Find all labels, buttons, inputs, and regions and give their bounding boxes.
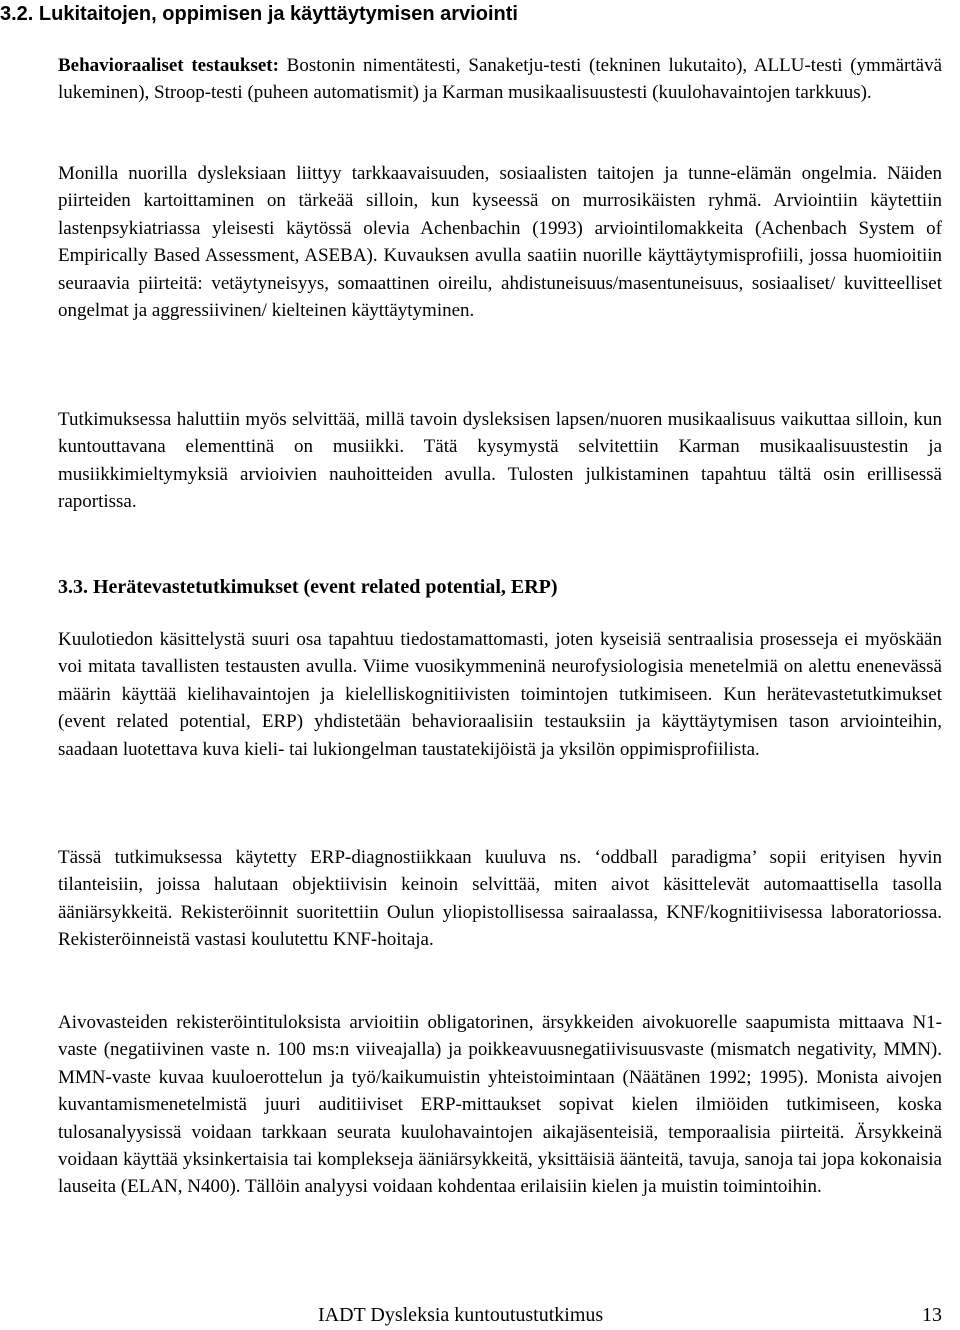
paragraph-musicality: Tutkimuksessa haluttiin myös selvittää, millä tavoin dysleksisen lapsen/nuoren musikaalisuus vaikuttaa silloin, kun kuntouttavana elementtinä on musiikki. Tätä kysymystä selvitettiin Karman musikaalisuustestin ja musiikkimieltymyksiä arvioivien nauhoitteiden avulla. Tulosten julkistaminen tapahtuu tältä osin erillisessä raportissa. [58,409,942,513]
behavioral-tests-label: Behavioraaliset testaukset: [58,55,279,76]
paragraph-oddball-paradigm: Tässä tutkimuksessa käytetty ERP-diagnostiikkaan kuuluva ns. ‘oddball paradigma’ sopii erityisen hyvin tilanteisiin, joissa halutaan objektiivisin keinoin selvittää, miten aivot käsittelevät automaattisella tasolla ääniärsykkeitä. Rekisteröinnit suoritettiin Oulun yliopistollisessa sairaalassa, KNF/kognitiivisessa laboratoriossa. Rekisteröinneistä vastasi koulutettu KNF-hoitaja. [58,847,942,951]
footer-title: IADT Dysleksia kuntoutustutkimus [318,1304,604,1326]
paragraph-erp-results: Aivovasteiden rekisteröintituloksista arvioitiin obligatorinen, ärsykkeiden aivokuorelle saapumista mittaava N1-vaste (negatiivinen vaste n. 100 ms:n viiveajalla) ja poikkeavuusnegatiivisuusvaste (mismatch negativity, MMN). MMN-vaste kuvaa kuuloerottelun ja työ/kaikumuistin yhteistoimintaan (Näätänen 1992; 1995). Monista aivojen kuvantamismenetelmistä juuri auditiiviset ERP-mittaukset sopivat kielen ilmiöiden tutkimiseen, koska tulosanalyysissä voidaan tarkkaan seurata kuulohavaintojen aikajäsenteisiä, temporaalisia piirteitä. Ärsykkeinä voidaan käyttää yksinkertaisia tai komplekseja ääniärsykkeitä, yksittäisiä äänteitä, tavuja, sanoja tai jopa kokonaisia lauseita (ELAN, N400). Tällöin analyysi voidaan kohdentaa erilaisiin kielen ja muistin toimintoihin. [58,1012,942,1198]
page-number: 13 [922,1304,942,1326]
paragraph-auditory-processing: Kuulotiedon käsittelystä suuri osa tapahtuu tiedostamattomasti, joten kyseisiä sentraalisia prosesseja ei myöskään voi mitata tavallisten testausten avulla. Viime vuosikymmeninä neurofysiologisia menetelmiä on alettu enenevässä määrin käyttää kielihavaintojen ja kielelliskognitiivisten toimintojen tutkimiseen. Kun herätevastetutkimukset (event related potential, ERP) yhdistetään behavioraalisiin testauksiin ja käyttäytymisen tason arviointeihin, saadaan luotettava kuva kieli- tai lukiongelman taustatekijöistä ja yksilön oppimisprofiilista. [58,629,942,760]
paragraph-behavioral-tests [58,52,942,107]
paragraph-behavior-assessment: Monilla nuorilla dysleksiaan liittyy tarkkaavaisuuden, sosiaalisten taitojen ja tunne-elämän ongelmia. Näiden piirteiden kartoittaminen on tärkeää silloin, kun kyseessä on murrosikäisten ryhmä. Arviointiin käytettiin lastenpsykiatriassa yleisesti käytössä olevia Achenbachin (1993) arviointilomakkeita (Achenbach System of Empirically Based Assessment, ASEBA). Kuvauksen avulla saatiin nuorille käyttäytymisprofiili, jossa huomioitiin seuraavia piirteitä: vetäytyneisyys, somaattinen oireilu, ahdistuneisuus/masentuneisuus, sosiaaliset/ kuvitteelliset ongelmat ja aggressiivinen/ kielteinen käyttäytyminen. [58,163,942,322]
behavioral-tests-text: Bostonin nimentätesti, Sanaketju-testi (tekninen lukutaito), ALLU-testi (ymmärtävä lukeminen), Stroop-testi (puheen automatismit) ja Karman musikaalisuustesti (kuulohavaintojen tarkkuus). [58,55,942,104]
section-heading-3-2: 3.2. Lukitaitojen, oppimisen ja käyttäytymisen arviointi [0,3,518,25]
section-heading-3-3: 3.3. Herätevastetutkimukset (event related potential, ERP) [58,576,558,598]
